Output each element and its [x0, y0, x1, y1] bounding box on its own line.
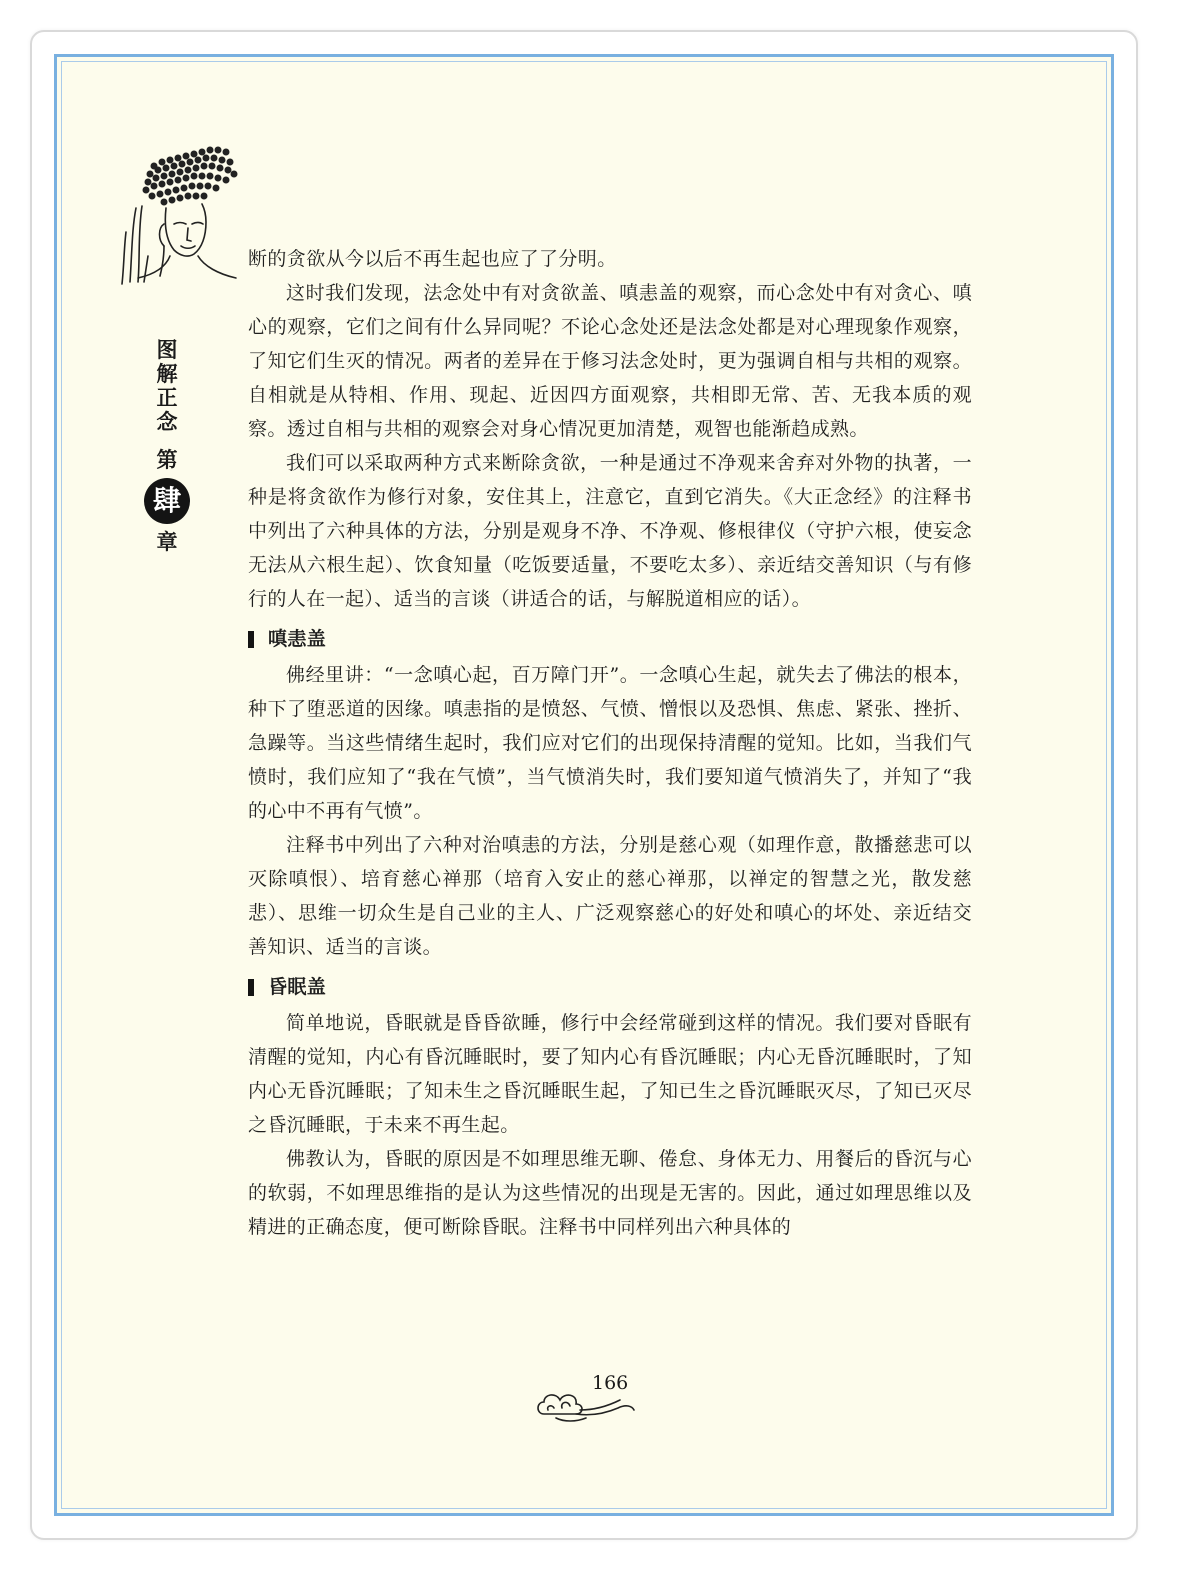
side-title-char: 正: [156, 386, 178, 410]
paragraph: 佛教认为，昏眠的原因是不如理思维无聊、倦怠、身体无力、用餐后的昏沉与心的软弱，不如理思维指的是认为这些情况的出现是无害的。因此，通过如理思维以及精进的正确态度，便可断除昏眠。注释书中同样列出六种具体的: [248, 1148, 972, 1238]
buddha-head-icon: [108, 136, 248, 286]
chapter-number-badge: 肆: [144, 478, 190, 524]
side-title-gap: [140, 434, 194, 448]
section-heading-torpor: [248, 970, 972, 1004]
side-title-char: 解: [156, 362, 178, 386]
side-title-char: 图: [156, 338, 178, 362]
section-heading-text: 昏眠盖: [268, 976, 327, 998]
side-title-char: 念: [156, 410, 178, 434]
side-title: [140, 338, 194, 554]
chapter-suffix: 章: [156, 530, 178, 554]
page-number: 166: [592, 1372, 629, 1394]
opening-line: 断的贪欲从今以后不再生起也应了了分明。: [248, 248, 617, 270]
paragraph: 简单地说，昏眠就是昏昏欲睡，修行中会经常碰到这样的情况。我们要对昏眠有清醒的觉知，内心有昏沉睡眠时，要了知内心有昏沉睡眠；内心无昏沉睡眠时，了知内心无昏沉睡眠；了知未生之昏沉睡眠生起，了知已生之昏沉睡眠灭尽，了知已灭尽之昏沉睡眠，于未来不再生起。: [248, 1012, 972, 1136]
paragraph: 注释书中列出了六种对治嗔恚的方法，分别是慈心观（如理作意，散播慈悲可以灭除嗔恨）、培育慈心禅那（培育入安止的慈心禅那，以禅定的智慧之光，散发慈悲）、思维一切众生是自己业的主人、广泛观察慈心的好处和嗔心的坏处、亲近结交善知识、适当的言谈。: [248, 834, 972, 958]
heading-marker-icon: [248, 631, 254, 648]
paragraph: 我们可以采取两种方式来断除贪欲，一种是通过不净观来舍弃对外物的执著，一种是将贪欲作为修行对象，安住其上，注意它，直到它消失。《大正念经》的注释书中列出了六种具体的方法，分别是观身不净、不净观、修根律仪（守护六根，使妄念无法从六根生起）、饮食知量（吃饭要适量，不要吃太多）、亲近结交善知识（与有修行的人在一起）、适当的言谈（讲适合的话，与解脱道相应的话）。: [248, 452, 972, 610]
paragraph: 这时我们发现，法念处中有对贪欲盖、嗔恚盖的观察，而心念处中有对贪心、嗔心的观察，它们之间有什么异同呢？不论心念处还是法念处都是对心理现象作观察，了知它们生灭的情况。两者的差异在于修习法念处时，更为强调自相与共相的观察。自相就是从特相、作用、现起、近因四方面观察，共相即无常、苦、无我本质的观察。透过自相与共相的观察会对身心情况更加清楚，观智也能渐趋成熟。: [248, 282, 972, 440]
heading-marker-icon: [248, 979, 254, 996]
body-text: [248, 242, 972, 1244]
section-heading-text: 嗔恚盖: [268, 628, 327, 650]
paragraph: 佛经里讲：“一念嗔心起，百万障门开”。一念嗔心生起，就失去了佛法的根本，种下了堕恶道的因缘。嗔恚指的是愤怒、气愤、憎恨以及恐惧、焦虑、紧张、挫折、急躁等。当这些情绪生起时，我们应对它们的出现保持清醒的觉知。比如，当我们气愤时，我们应知了“我在气愤”，当气愤消失时，我们要知道气愤消失了，并知了“我的心中不再有气愤”。: [248, 664, 972, 822]
chapter-prefix: 第: [156, 448, 178, 472]
section-heading-anger: [248, 622, 972, 656]
page-footer: [530, 1370, 660, 1430]
cloud-ornament-icon: [534, 1384, 638, 1424]
